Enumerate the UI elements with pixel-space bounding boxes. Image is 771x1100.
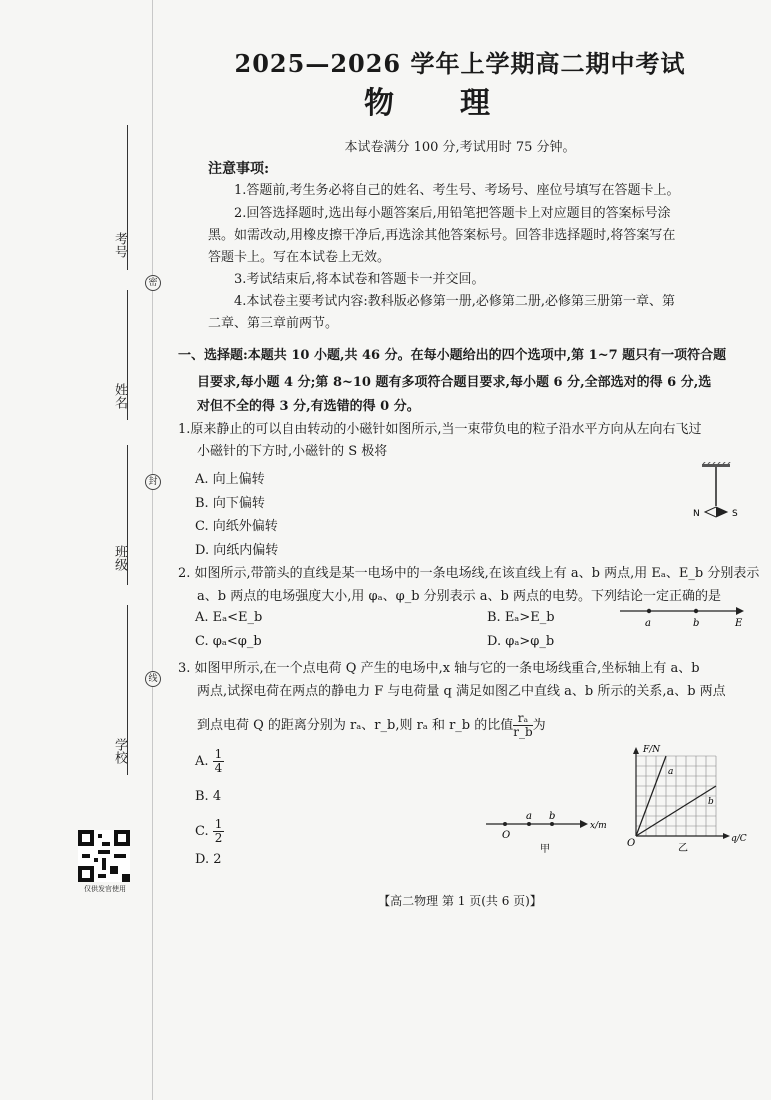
notice-item-1: 1.答题前,考生务必将自己的姓名、考生号、考场号、座位号填写在答题卡上。 <box>234 183 680 198</box>
q2-option-a: A. Eₐ<E_b <box>195 610 263 625</box>
q3-figure-yi <box>623 744 758 856</box>
page-fold-line <box>152 0 153 1100</box>
q2-option-b: B. Eₐ>E_b <box>487 610 555 625</box>
q1-n-label: N <box>693 509 700 519</box>
notice-item-2-end: 答题卡上。写在本试卷上无效。 <box>208 250 391 265</box>
q3-option-c-label: C. <box>195 824 209 839</box>
q3-option-a <box>195 748 224 775</box>
q1-compass-figure <box>685 462 745 524</box>
q3-ratio-den: r_b <box>513 725 533 739</box>
q2-label-e: E <box>735 618 743 629</box>
name-label: 姓名 <box>112 383 127 409</box>
qr-caption: 仅供发官使用 <box>84 885 126 893</box>
section1-line-2: 目要求,每小题 4 分;第 8~10 题有多项符合题目要求,每小题 6 分,全部选对的得 6 分,选 <box>197 375 712 390</box>
q3-jia-axis: x/m <box>590 821 607 831</box>
class-line <box>127 445 128 585</box>
q3-option-a-label: A. <box>195 754 209 769</box>
q3-figure-jia <box>480 808 615 858</box>
q1-s-label: S <box>732 509 738 519</box>
name-line <box>127 290 128 420</box>
q3-jia-caption: 甲 <box>540 844 550 855</box>
q3-option-c-num: 1 <box>214 817 223 831</box>
q3-option-c-den: 2 <box>214 831 223 845</box>
q3-yi-ylabel: F/N <box>643 745 661 755</box>
q1-stem-1: 1.原来静止的可以自由转动的小磁针如图所示,当一束带负电的粒子沿水平方向从左向右飞过 <box>178 422 702 437</box>
q1-option-b: B. 向下偏转 <box>195 496 265 511</box>
q2-point-b: b <box>693 618 700 629</box>
notice-item-4: 4.本试卷主要考试内容:教科版必修第一册,必修第二册,必修第三册第一章、第 <box>234 294 676 309</box>
q3-option-c <box>195 818 224 845</box>
page-footer: 【高二物理 第 1 页(共 6 页)】 <box>378 894 542 908</box>
q3-stem-3-pre: 到点电荷 Q 的距离分别为 rₐ、r_b,则 rₐ 和 r_b 的比值 <box>197 718 514 733</box>
q3-yi-caption: 乙 <box>678 843 688 854</box>
q3-ratio-fraction <box>513 712 532 739</box>
q2-point-a: a <box>645 618 651 629</box>
q3-option-b: B. 4 <box>195 789 222 804</box>
q3-stem-2: 两点,试探电荷在两点的静电力 F 与电荷量 q 满足如图乙中直线 a、b 所示的关系,a、b 两点 <box>197 684 726 699</box>
q3-yi-b: b <box>708 797 714 807</box>
q3-jia-a: a <box>526 811 532 822</box>
notice-item-3: 3.考试结束后,将本试卷和答题卡一并交回。 <box>234 272 485 287</box>
q1-stem-2: 小磁针的下方时,小磁针的 S 极将 <box>197 444 388 459</box>
qr-code <box>78 830 130 882</box>
q3-option-c-fraction <box>213 818 225 845</box>
q3-yi-o: O <box>627 838 636 849</box>
notice-item-2-cont: 黑。如需改动,用橡皮擦干净后,再选涂其他答案标号。回答非选择题时,将答案写在 <box>208 228 676 243</box>
school-line <box>127 605 128 775</box>
seal-feng: 封 <box>145 474 161 490</box>
q3-jia-o: O <box>502 830 511 841</box>
q3-option-a-num: 1 <box>214 747 223 761</box>
q3-yi-a: a <box>668 767 674 777</box>
q2-stem-1: 2. 如图所示,带箭头的直线是某一电场中的一条电场线,在该直线上有 a、b 两点,用 Eₐ、E_b 分别表示 <box>178 566 760 581</box>
q3-yi-xlabel: q/C <box>731 834 747 844</box>
q2-stem-2: a、b 两点的电场强度大小,用 φₐ、φ_b 分别表示 a、b 两点的电势。下列结论一定正确的是 <box>197 589 721 604</box>
notice-heading: 注意事项: <box>208 161 270 177</box>
q3-stem-3 <box>197 712 546 739</box>
q1-option-a: A. 向上偏转 <box>195 472 265 487</box>
q3-jia-b: b <box>549 811 556 822</box>
subject-title: 物理 <box>364 86 556 121</box>
school-label: 学校 <box>112 738 127 764</box>
notice-item-4-cont: 二章、第三章前两节。 <box>208 316 339 331</box>
q3-option-a-fraction <box>213 748 225 775</box>
exam-info: 本试卷满分 100 分,考试用时 75 分钟。 <box>344 140 576 155</box>
q3-ratio-num: rₐ <box>513 712 532 726</box>
seal-mi: 密 <box>145 275 161 291</box>
q1-option-d: D. 向纸内偏转 <box>195 543 279 558</box>
section1-line-1: 一、选择题:本题共 10 小题,共 46 分。在每小题给出的四个选项中,第 1~7 题只有一项符合题 <box>178 348 727 363</box>
seal-xian: 线 <box>145 671 161 687</box>
q3-stem-1: 3. 如图甲所示,在一个点电荷 Q 产生的电场中,x 轴与它的一条电场线重合,坐标轴上有 a、b <box>178 661 700 676</box>
q3-stem-3-post: 为 <box>532 718 546 733</box>
q2-option-c: C. φₐ<φ_b <box>195 634 262 649</box>
notice-item-2: 2.回答选择题时,选出每小题答案后,用铅笔把答题卡上对应题目的答案标号涂 <box>234 206 671 221</box>
q3-option-d: D. 2 <box>195 852 222 867</box>
q3-yi-grid <box>636 756 716 836</box>
q1-option-c: C. 向纸外偏转 <box>195 519 278 534</box>
q2-field-line-figure <box>612 600 752 630</box>
exam-title: 2025—2026 学年上学期高二期中考试 <box>234 49 686 78</box>
exam-number-label: 考号 <box>112 232 127 258</box>
q2-option-d: D. φₐ>φ_b <box>487 634 555 649</box>
section1-line-3: 对但不全的得 3 分,有选错的得 0 分。 <box>197 399 420 414</box>
q3-option-a-den: 4 <box>214 761 223 775</box>
exam-number-line <box>127 125 128 270</box>
class-label: 班级 <box>112 545 127 571</box>
